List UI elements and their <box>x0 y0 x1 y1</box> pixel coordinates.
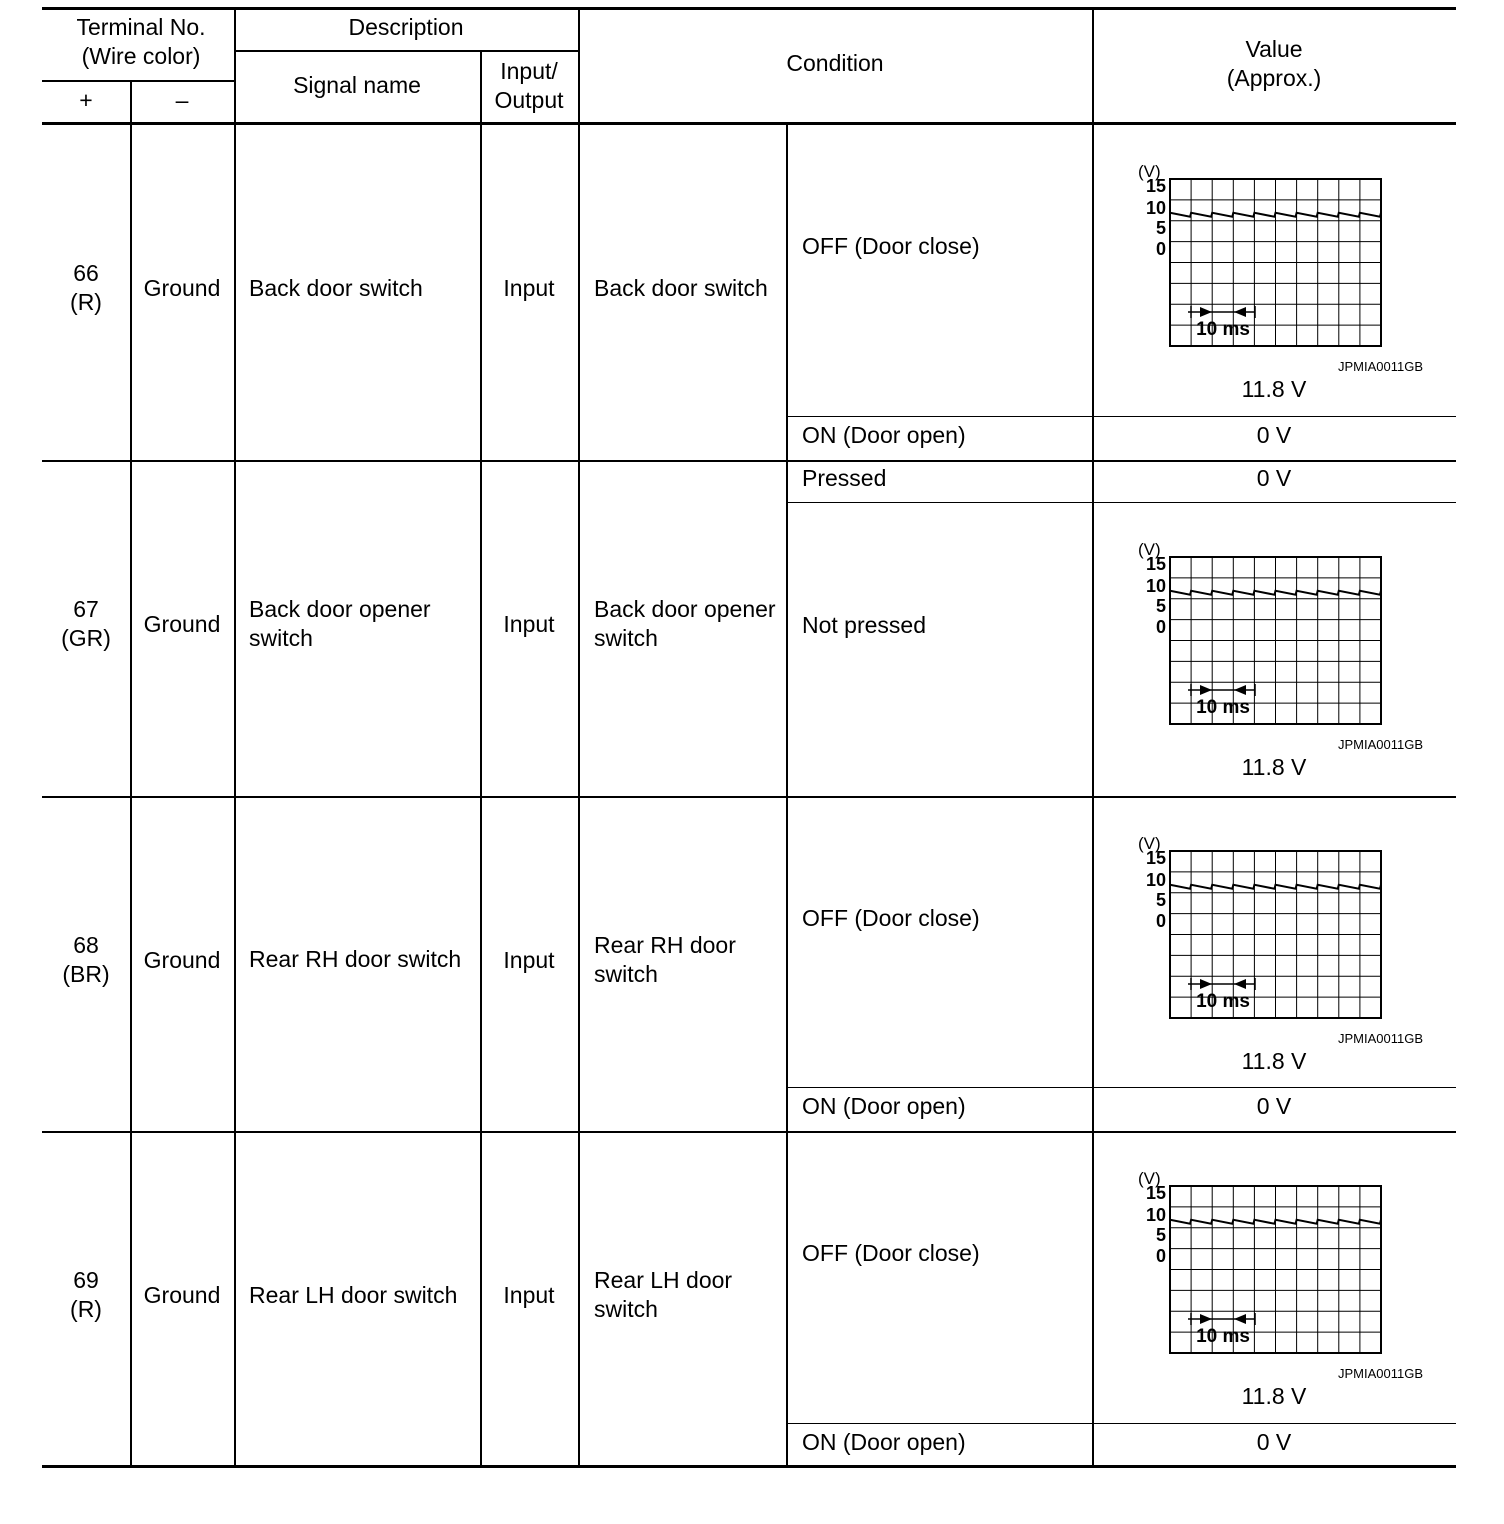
axis-unit: (V) <box>1138 837 1161 853</box>
signal-name: Back door opener <box>249 596 431 622</box>
signal-name: Rear RH door switch <box>249 946 462 972</box>
waveform-scope <box>1136 1172 1396 1362</box>
state-label: Not pressed <box>802 612 927 638</box>
terminal-number: 69 <box>73 1267 99 1293</box>
state-value: 11.8 V <box>1241 1383 1307 1409</box>
time-scale-label: 10 ms <box>1196 319 1250 340</box>
y-tick-label: 0 <box>1155 617 1166 637</box>
terminal-number: 67 <box>73 596 99 622</box>
axis-unit: (V) <box>1138 1172 1161 1188</box>
y-tick-label: 0 <box>1155 1246 1166 1266</box>
state-label: Pressed <box>802 465 887 491</box>
y-tick-label: 10 <box>1145 1205 1166 1225</box>
header-condition: Condition <box>786 50 884 76</box>
header-minus: – <box>175 87 189 113</box>
condition-name: Rear LH door <box>594 1267 733 1293</box>
state-label: ON (Door open) <box>802 1093 966 1119</box>
condition-name: Rear RH door <box>594 931 736 958</box>
state-value: 0 V <box>1256 1429 1292 1455</box>
waveform-scope <box>1136 543 1396 733</box>
io-type: Input <box>503 275 555 301</box>
column-rule <box>786 124 788 1467</box>
y-tick-label: 10 <box>1145 198 1166 218</box>
state-divider <box>786 416 1456 417</box>
arrow-right-icon <box>1200 1314 1212 1324</box>
header-wire-color: (Wire color) <box>81 43 201 69</box>
header-approx: (Approx.) <box>1226 65 1322 91</box>
time-scale-label: 10 ms <box>1196 697 1250 718</box>
column-rule <box>130 82 132 124</box>
arrow-left-icon <box>1234 685 1246 695</box>
y-tick-label: 0 <box>1155 239 1166 259</box>
state-value: 0 V <box>1256 422 1292 448</box>
state-label: OFF (Door close) <box>802 1240 980 1266</box>
terminal-number: 66 <box>73 260 99 286</box>
column-rule <box>578 8 580 1467</box>
state-value: 0 V <box>1256 465 1292 491</box>
wire-color: (R) <box>70 289 102 315</box>
header-bottom-rule <box>42 122 1456 125</box>
condition-name: switch <box>594 960 658 987</box>
arrow-left-icon <box>1234 1314 1246 1324</box>
bottom-border <box>42 1465 1456 1468</box>
header-description: Description <box>348 14 464 40</box>
y-tick-label: 5 <box>1155 890 1166 910</box>
arrow-right-icon <box>1200 685 1212 695</box>
signal-name: switch <box>249 625 313 651</box>
figure-code: JPMIA0011GB <box>1337 1366 1423 1381</box>
y-tick-label: 15 <box>1145 176 1166 196</box>
waveform-trace <box>1170 213 1381 217</box>
waveform-trace <box>1170 591 1381 595</box>
condition-name: Back door opener <box>594 596 776 622</box>
state-value: 0 V <box>1256 1093 1292 1119</box>
condition-name: switch <box>594 1296 658 1322</box>
state-value: 11.8 V <box>1241 376 1307 402</box>
wire-color: (BR) <box>62 960 110 987</box>
axis-unit: (V) <box>1138 165 1161 181</box>
figure-code: JPMIA0011GB <box>1337 737 1423 752</box>
figure-code: JPMIA0011GB <box>1337 1031 1423 1046</box>
axis-unit: (V) <box>1138 543 1161 559</box>
io-type: Input <box>503 1282 555 1308</box>
ground-terminal: Ground <box>143 275 221 301</box>
state-label: OFF (Door close) <box>802 904 980 931</box>
header-plus: + <box>79 87 93 113</box>
wire-color: (GR) <box>61 625 111 651</box>
figure-code: JPMIA0011GB <box>1337 359 1423 374</box>
header-value: Value <box>1245 36 1303 62</box>
state-value: 11.8 V <box>1241 1048 1307 1074</box>
header-sub-rule <box>42 80 234 82</box>
state-label: ON (Door open) <box>802 1429 966 1455</box>
y-tick-label: 15 <box>1145 1183 1166 1203</box>
arrow-right-icon <box>1200 979 1212 989</box>
terminal-number: 68 <box>73 931 99 958</box>
column-rule <box>234 8 236 1467</box>
arrow-right-icon <box>1200 307 1212 317</box>
y-tick-label: 15 <box>1145 554 1166 574</box>
signal-name: Back door switch <box>249 274 423 301</box>
y-tick-label: 15 <box>1145 848 1166 868</box>
waveform-scope <box>1136 165 1396 355</box>
y-tick-label: 5 <box>1155 596 1166 616</box>
state-label: ON (Door open) <box>802 422 966 448</box>
io-type: Input <box>503 611 555 637</box>
header-terminal: Terminal No. <box>76 14 206 40</box>
arrow-left-icon <box>1234 979 1246 989</box>
io-type: Input <box>503 946 555 973</box>
condition-name: switch <box>594 625 658 651</box>
row-divider <box>42 796 1456 798</box>
waveform-scope <box>1136 837 1396 1027</box>
row-divider <box>42 460 1456 462</box>
ground-terminal: Ground <box>143 611 221 637</box>
wire-color: (R) <box>70 1296 102 1322</box>
column-rule <box>480 50 482 1467</box>
signal-name: Rear LH door switch <box>249 1281 458 1308</box>
top-border <box>42 7 1456 10</box>
header-input: Input/ <box>500 58 558 84</box>
row-divider <box>42 1131 1456 1133</box>
time-scale-label: 10 ms <box>1196 991 1250 1012</box>
state-divider <box>786 1087 1456 1088</box>
y-tick-label: 5 <box>1155 1225 1166 1245</box>
header-output: Output <box>494 87 564 113</box>
y-tick-label: 10 <box>1145 576 1166 596</box>
state-label: OFF (Door close) <box>802 233 980 259</box>
y-tick-label: 5 <box>1155 218 1166 238</box>
arrow-left-icon <box>1234 307 1246 317</box>
description-sub-rule <box>234 50 578 52</box>
waveform-trace <box>1170 885 1381 889</box>
state-value: 11.8 V <box>1241 754 1307 780</box>
column-rule <box>1092 8 1094 1467</box>
state-divider <box>786 502 1456 503</box>
header-signal-name: Signal name <box>293 72 421 98</box>
y-tick-label: 0 <box>1155 911 1166 931</box>
ground-terminal: Ground <box>143 1282 221 1308</box>
y-tick-label: 10 <box>1145 870 1166 890</box>
time-scale-label: 10 ms <box>1196 1326 1250 1347</box>
waveform-trace <box>1170 1220 1381 1224</box>
ground-terminal: Ground <box>143 946 221 973</box>
column-rule <box>234 8 236 124</box>
condition-name: Back door switch <box>594 274 768 301</box>
state-divider <box>786 1423 1456 1424</box>
